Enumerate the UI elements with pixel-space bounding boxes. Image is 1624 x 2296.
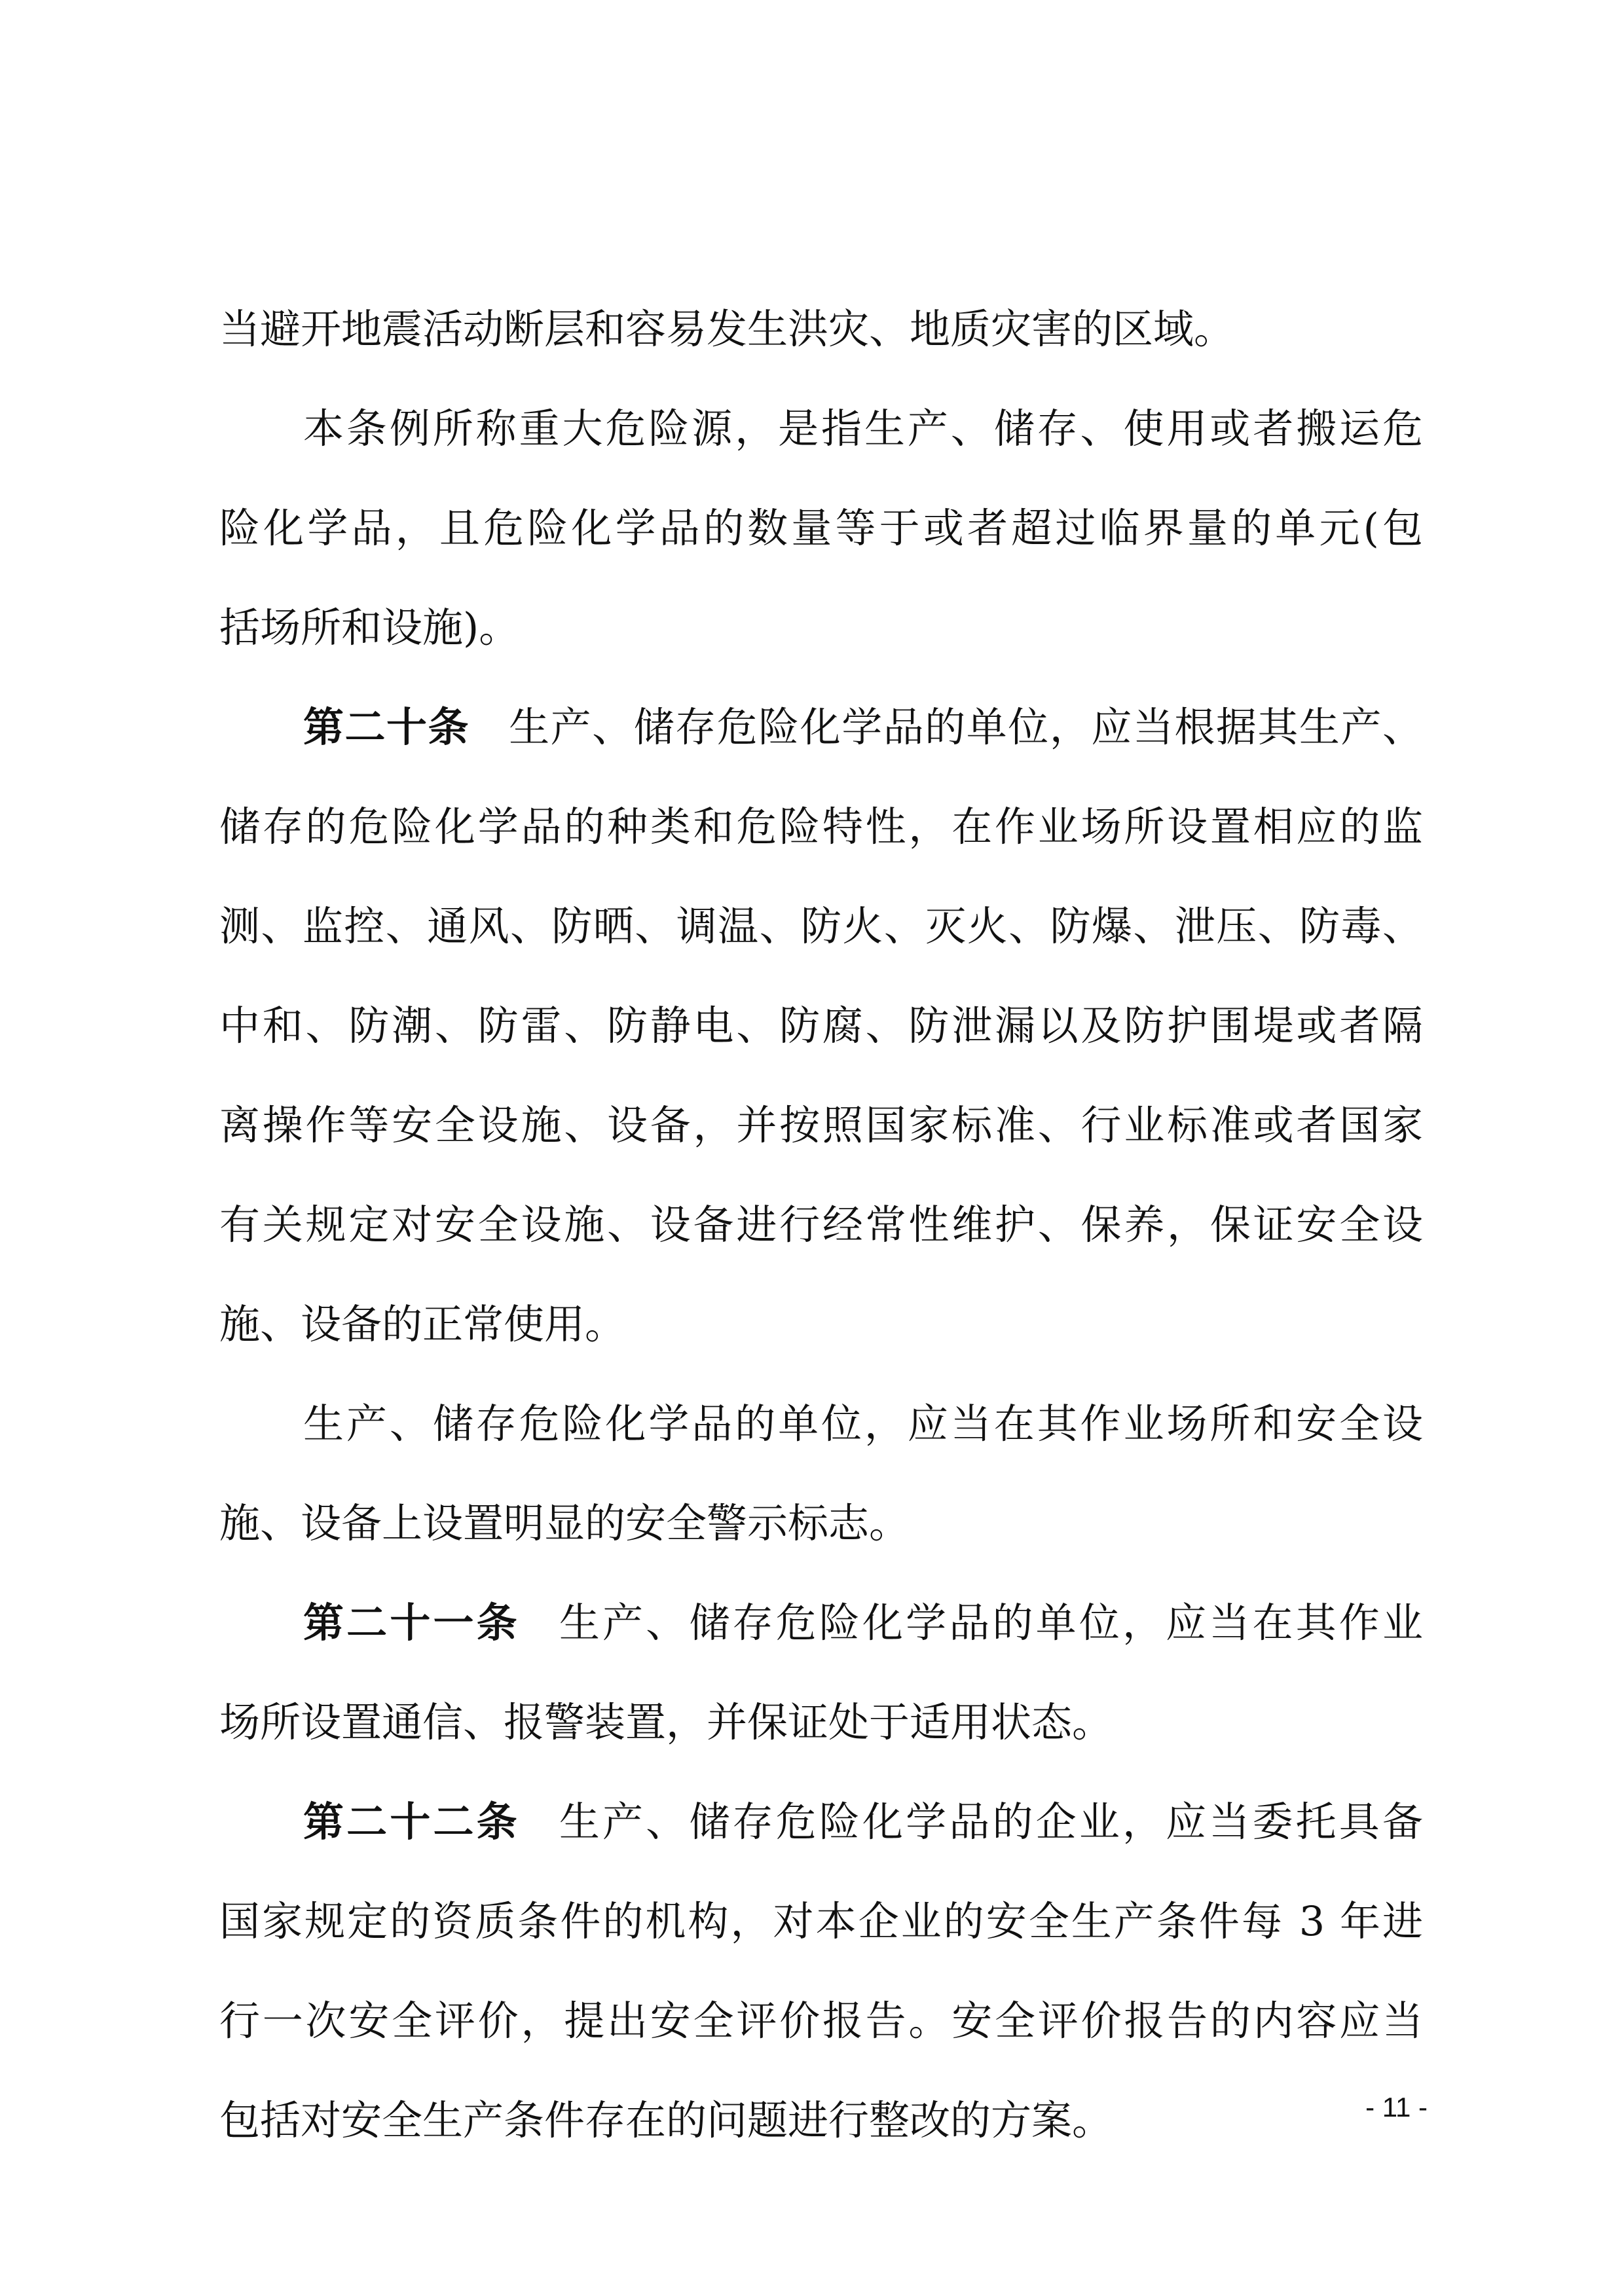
text-line: 场所设置通信、报警装置，并保证处于适用状态。 (219, 1698, 1113, 1746)
article-22 (219, 1781, 1423, 2179)
paragraph-continuation (219, 288, 1423, 388)
article-text: 生产、储存危险化学品的企业，应当委托具备 (559, 1798, 1423, 1846)
text-line (219, 1781, 1423, 1880)
text-line: 当避开地震活动断层和容易发生洪灾、地质灾害的区域。 (219, 305, 1235, 353)
text-line: 生产、储存危险化学品的单位，应当在其作业场所和安全设 (303, 1400, 1423, 1448)
text-line: 施、设备的正常使用。 (219, 1300, 626, 1348)
text-line (219, 1582, 1423, 1681)
article-heading: 第二十一条 (303, 1599, 520, 1647)
text-line: 有关规定对安全设施、设备进行经常性维护、保养，保证安全设 (219, 1201, 1423, 1248)
text-line: 国家规定的资质条件的机构，对本企业的安全生产条件每 3 年进 (219, 1897, 1423, 1945)
article-20 (219, 686, 1423, 1383)
text-line: 险化学品，且危险化学品的数量等于或者超过临界量的单元(包 (219, 504, 1423, 552)
article-text: 生产、储存危险化学品的单位，应当在其作业 (559, 1599, 1423, 1647)
text-line: 测、监控、通风、防晒、调温、防火、灭火、防爆、泄压、防毒、 (219, 902, 1423, 950)
text-line: 括场所和设施)。 (219, 604, 520, 651)
text-line (219, 686, 1423, 786)
article-21 (219, 1582, 1423, 1781)
text-line: 包括对安全生产条件存在的问题进行整改的方案。 (219, 2096, 1113, 2144)
text-line: 中和、防潮、防雷、防静电、防腐、防泄漏以及防护围堤或者隔 (219, 1002, 1423, 1049)
page-number: - 11 - (1365, 2092, 1428, 2123)
text-line: 施、设备上设置明显的安全警示标志。 (219, 1499, 910, 1547)
text-line: 行一次安全评价，提出安全评价报告。安全评价报告的内容应当 (219, 1997, 1423, 2045)
text-line: 储存的危险化学品的种类和危险特性，在作业场所设置相应的监 (219, 803, 1423, 850)
article-heading: 第二十二条 (303, 1798, 520, 1846)
body-text (219, 288, 1423, 2179)
article-heading: 第二十条 (303, 703, 470, 751)
text-line: 离操作等安全设施、设备，并按照国家标准、行业标准或者国家 (219, 1101, 1423, 1149)
paragraph-major-hazard-definition (219, 388, 1423, 686)
article-text: 生产、储存危险化学品的单位，应当根据其生产、 (509, 703, 1423, 751)
text-line: 本条例所称重大危险源，是指生产、储存、使用或者搬运危 (303, 405, 1423, 452)
paragraph-warning-signs (219, 1383, 1423, 1582)
